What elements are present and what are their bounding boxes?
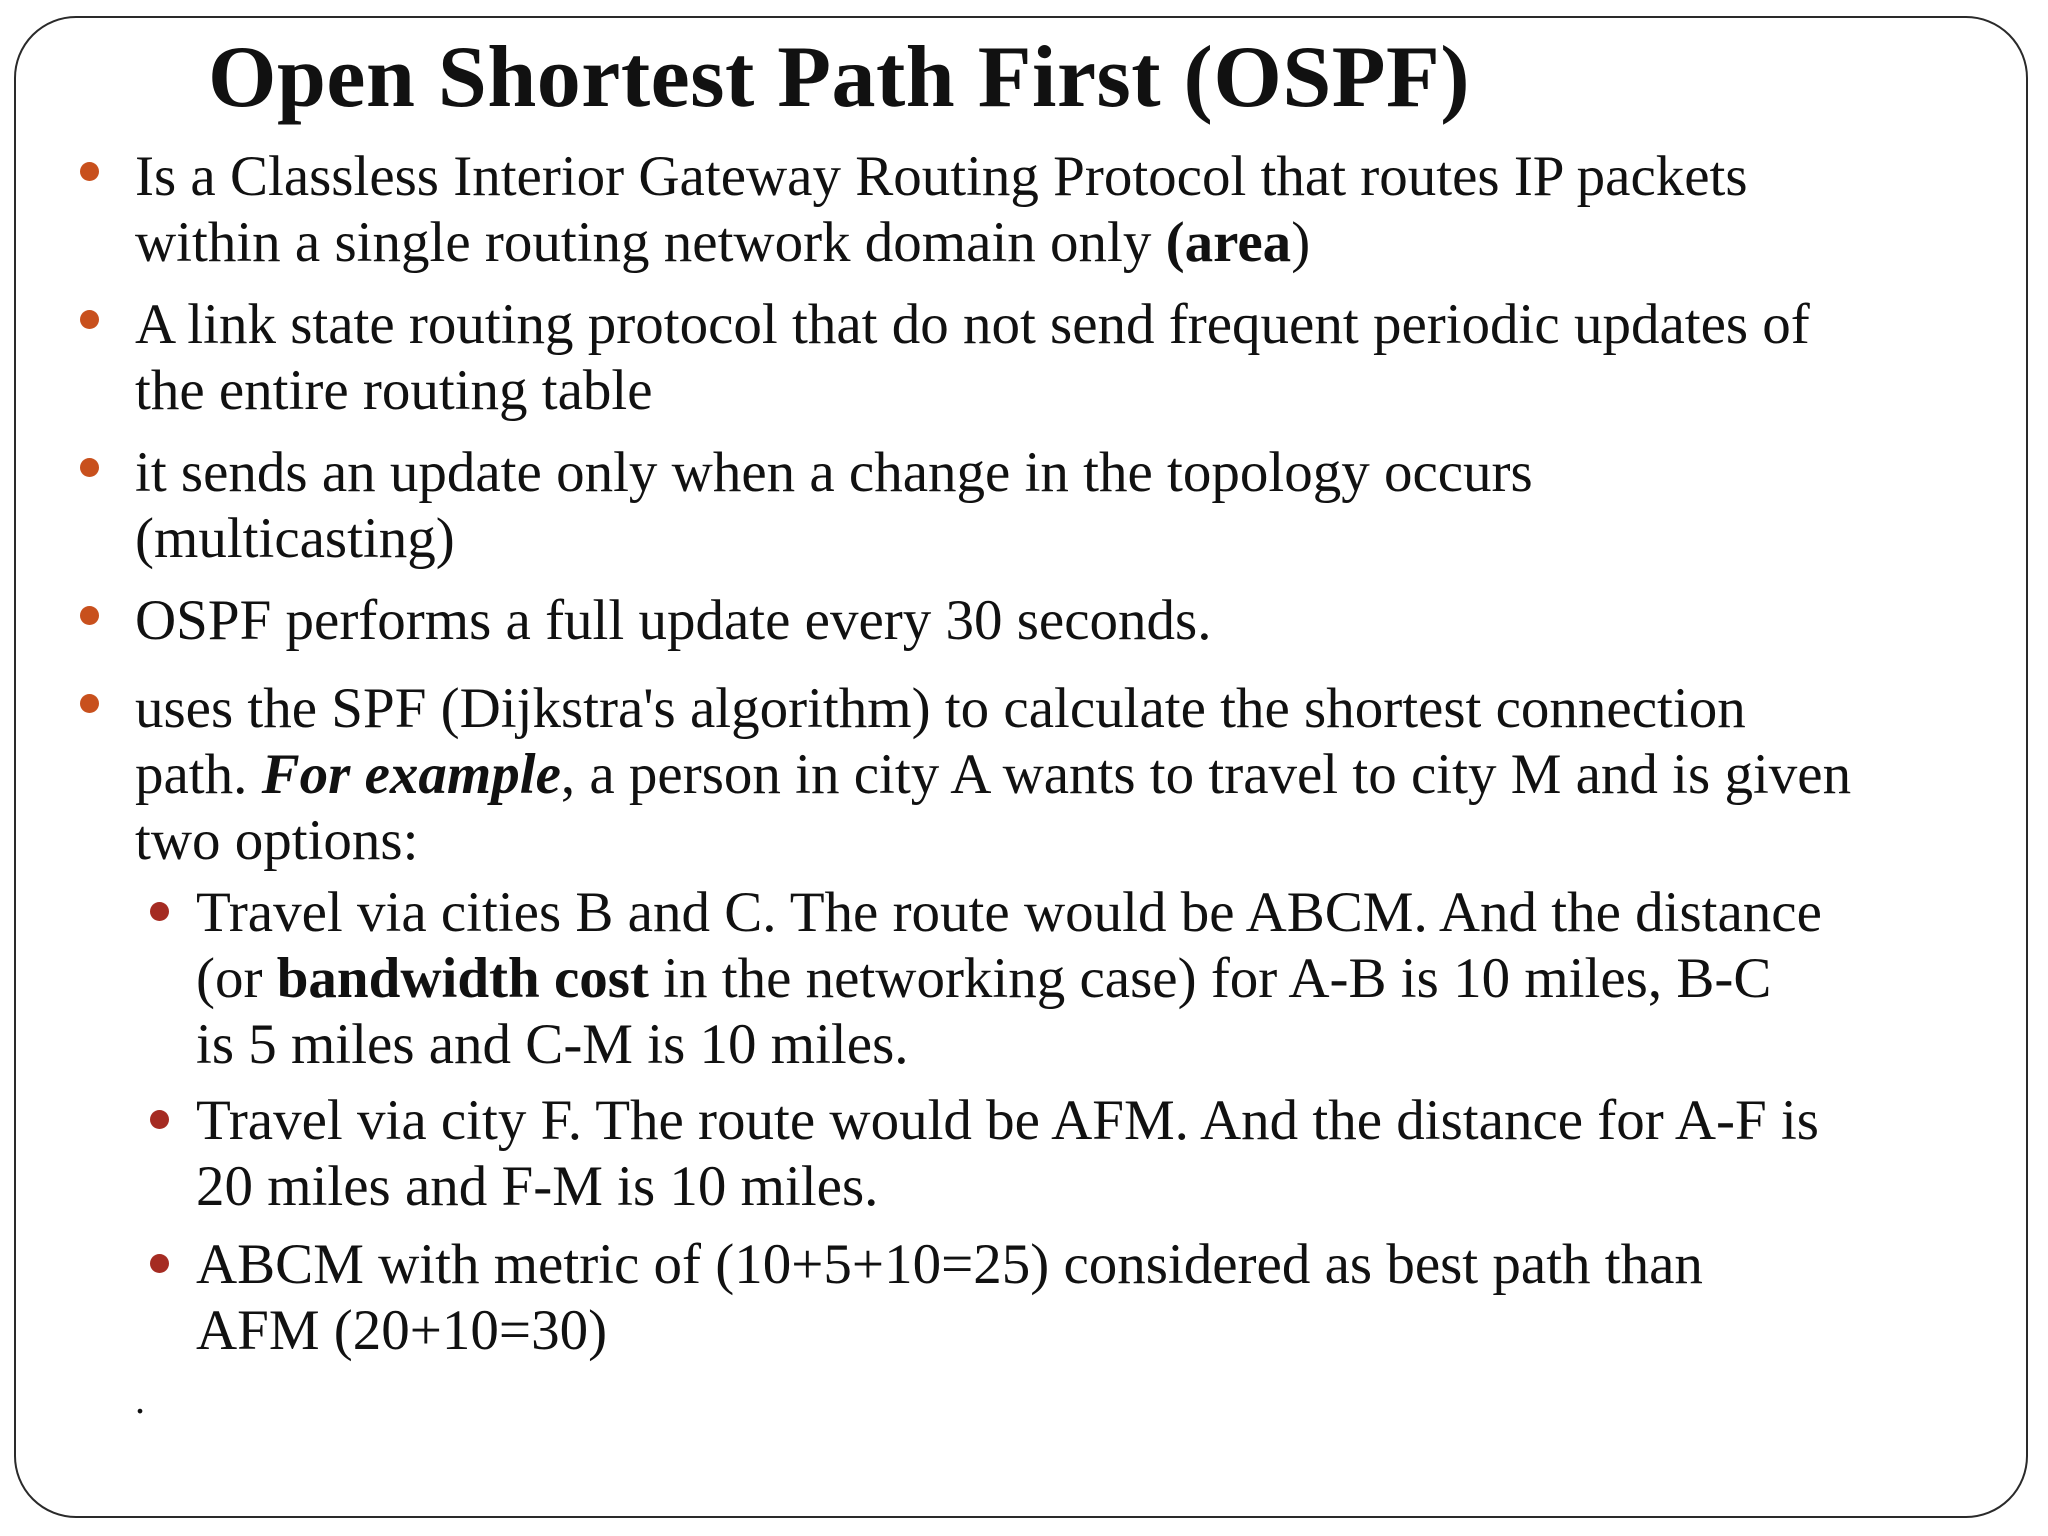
bullet-dot-icon (80, 162, 99, 181)
bullet-line: is 5 miles and C-M is 10 miles. (196, 1013, 909, 1076)
bullet-line: Is a Classless Interior Gateway Routing Protocol that routes IP packets (135, 145, 1748, 208)
sub-bullet-dot-icon (150, 1254, 169, 1273)
bullet-line: A link state routing protocol that do not send frequent periodic updates of (135, 293, 1810, 356)
sub-bullet-dot-icon (150, 902, 169, 921)
bullet-line: Travel via city F. The route would be AFM. And the distance for A-F is (196, 1089, 1819, 1152)
bullet-text (135, 676, 1851, 874)
bullet-line: (multicasting) (135, 507, 455, 570)
bullet-line: uses the SPF (Dijkstra's algorithm) to calculate the shortest connection (135, 677, 1746, 740)
bullet-line: two options: (135, 809, 419, 872)
bullet-dot-icon (80, 310, 99, 329)
bullet-text (135, 440, 1533, 572)
bullet-text (135, 144, 1748, 276)
bullet-line: it sends an update only when a change in the topology occurs (135, 441, 1533, 504)
bullet-line: Travel via cities B and C. The route would be ABCM. And the distance (196, 881, 1822, 944)
bullet-text (135, 292, 1810, 424)
trailing-period: . (135, 1377, 145, 1422)
sub-bullet-text (196, 880, 1822, 1078)
sub-bullet-dot-icon (150, 1110, 169, 1129)
bullet-line: 20 miles and F-M is 10 miles. (196, 1155, 879, 1218)
bullet-line: OSPF performs a full update every 30 seconds. (135, 589, 1212, 652)
bullet-dot-icon (80, 606, 99, 625)
bullet-line: ABCM with metric of (10+5+10=25) considered as best path than (196, 1233, 1703, 1296)
bullet-line: (or bandwidth cost in the networking case) for A-B is 10 miles, B-C (196, 947, 1772, 1010)
sub-bullet-text (196, 1088, 1819, 1220)
bullet-line: path. For example, a person in city A wants to travel to city M and is given (135, 743, 1852, 806)
bullet-line: within a single routing network domain only (area) (135, 211, 1311, 274)
sub-bullet-text (196, 1232, 1703, 1364)
bullet-dot-icon (80, 458, 99, 477)
slide-title: Open Shortest Path First (OSPF) (208, 29, 1471, 126)
bullet-dot-icon (80, 694, 99, 713)
bullet-line: the entire routing table (135, 359, 653, 422)
bullet-line: AFM (20+10=30) (196, 1299, 608, 1362)
bullet-text (135, 588, 1211, 654)
